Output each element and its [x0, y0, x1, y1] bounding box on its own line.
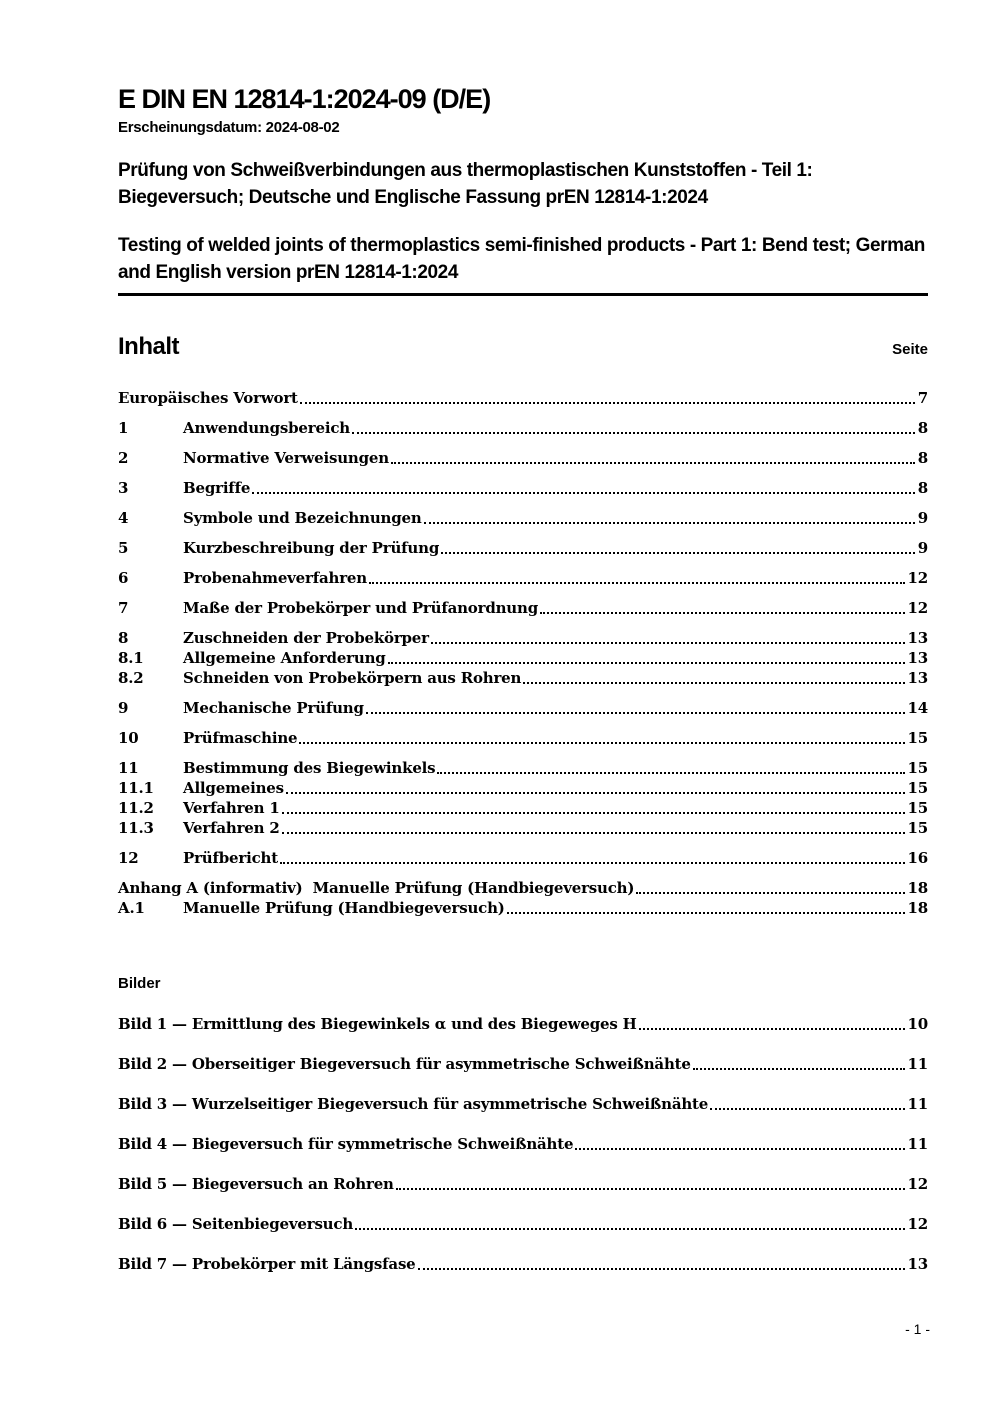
dot-leader [280, 818, 906, 838]
document-title-english: Testing of welded joints of thermoplastics semi-finished products - Part 1: Bend test; German and English version prEN 12814-1:2024 [118, 232, 928, 296]
dot-leader [297, 728, 905, 748]
toc-entry-title: Manuelle Prüfung (Handbiegeversuch) [183, 899, 505, 917]
document-number: E DIN EN 12814-1:2024-09 (D/E) [118, 84, 491, 114]
document-page [118, 0, 928, 1274]
figure-entry-title: Bild 4 — Biegeversuch für symmetrische Schweißnähte [118, 1135, 574, 1153]
dot-leader [422, 508, 916, 528]
toc-entry-title: Verfahren 1 [183, 799, 280, 817]
toc-entry [118, 728, 928, 748]
toc-entry-title: Allgemeines [183, 779, 284, 797]
dot-leader [278, 848, 906, 868]
toc-entry-page: 15 [907, 779, 928, 797]
toc-entry-title: Anhang A (informativ) Manuelle Prüfung (Handbiegeversuch) [118, 879, 635, 897]
dot-leader [521, 668, 905, 688]
toc-entry-number: 6 [118, 569, 129, 587]
figure-entry-title: Bild 6 — Seitenbiegeversuch [118, 1215, 354, 1233]
dot-leader [435, 758, 905, 778]
toc-entry [118, 538, 928, 558]
toc-entry-page: 14 [907, 699, 928, 717]
toc-entry [118, 388, 928, 408]
figure-entry-page: 10 [907, 1015, 928, 1033]
dot-leader [691, 1054, 906, 1074]
figure-entry-page: 11 [907, 1055, 928, 1073]
toc-entry-title: Mechanische Prüfung [183, 699, 364, 717]
toc-entry-title: Allgemeine Anforderung [183, 649, 386, 667]
toc-entry [118, 478, 928, 498]
toc-entry-number: 7 [118, 599, 129, 617]
document-title-german: Prüfung von Schweißverbindungen aus thermoplastischen Kunststoffen - Teil 1: Biegeversuch; Deutsche und Englische Fassung prEN 12814-1:2024 [118, 160, 813, 208]
figure-entry-title: Bild 3 — Wurzelseitiger Biegeversuch für asymmetrische Schweißnähte [118, 1095, 709, 1113]
toc-entry-page: 8 [917, 449, 928, 467]
toc-heading: Inhalt [118, 333, 179, 360]
toc-entry-title: Probenahmeverfahren [183, 569, 367, 587]
toc-entry-title: Kurzbeschreibung der Prüfung [183, 539, 440, 557]
dot-leader [538, 598, 906, 618]
dot-leader [364, 698, 906, 718]
toc-entry-page: 8 [917, 479, 928, 497]
toc-entry [118, 598, 928, 618]
toc-entry-title: Anwendungsbereich [183, 419, 350, 437]
toc-entry-number: 2 [118, 449, 129, 467]
dot-leader [439, 538, 916, 558]
toc-entry-number: 9 [118, 699, 129, 717]
toc-entry-page: 15 [907, 759, 928, 777]
toc-entry-number: 1 [118, 419, 129, 437]
toc-entry-title: Schneiden von Probekörpern aus Rohren [183, 669, 522, 687]
dot-leader [298, 388, 916, 408]
toc-entry-title: Begriffe [183, 479, 251, 497]
toc-entry-number: 11 [118, 759, 139, 777]
figure-entry-title: Bild 2 — Oberseitiger Biegeversuch für asymmetrische Schweißnähte [118, 1055, 691, 1073]
toc-entry [118, 698, 928, 718]
toc-entry-number: 10 [118, 729, 139, 747]
toc-entry [118, 798, 928, 818]
figures-list [118, 1014, 928, 1274]
dot-leader [250, 478, 916, 498]
toc-entry-title: Verfahren 2 [183, 819, 280, 837]
toc-entry-number: 11.3 [118, 819, 154, 837]
toc-entry-page: 7 [917, 389, 928, 407]
toc-entry [118, 878, 928, 898]
toc-list [118, 388, 928, 918]
toc-entry-number: 8.1 [118, 649, 144, 667]
dot-leader [350, 418, 916, 438]
toc-entry-page: 12 [907, 599, 928, 617]
figure-entry-page: 11 [907, 1135, 928, 1153]
toc-entry-page: 15 [907, 729, 928, 747]
toc-entry [118, 418, 928, 438]
toc-entry-title: Bestimmung des Biegewinkels [183, 759, 436, 777]
dot-leader [708, 1094, 905, 1114]
dot-leader [394, 1174, 906, 1194]
dot-leader [429, 628, 906, 648]
figure-entry-title: Bild 5 — Biegeversuch an Rohren [118, 1175, 394, 1193]
toc-entry-page: 18 [907, 899, 928, 917]
figure-entry-title: Bild 1 — Ermittlung des Biegewinkels α und des Biegeweges H [118, 1015, 637, 1033]
toc-entry-number: 3 [118, 479, 129, 497]
toc-entry-page: 8 [917, 419, 928, 437]
toc-entry-number: 8 [118, 629, 129, 647]
figure-entry [118, 1054, 928, 1074]
figure-entry-page: 12 [907, 1175, 928, 1193]
toc-entry-number: 8.2 [118, 669, 144, 687]
toc-entry-page: 12 [907, 569, 928, 587]
toc-entry-number: 5 [118, 539, 129, 557]
toc-entry-page: 16 [907, 849, 928, 867]
figure-entry-title: Bild 7 — Probekörper mit Längsfase [118, 1255, 416, 1273]
toc-entry-title: Europäisches Vorwort [118, 389, 298, 407]
toc-entry [118, 778, 928, 798]
dot-leader [353, 1214, 905, 1234]
toc-entry-page: 15 [907, 799, 928, 817]
figure-entry [118, 1214, 928, 1234]
figure-entry [118, 1014, 928, 1034]
toc-entry-number: 12 [118, 849, 139, 867]
dot-leader [634, 878, 905, 898]
toc-entry [118, 758, 928, 778]
toc-entry-page: 9 [917, 509, 928, 527]
dot-leader [284, 778, 906, 798]
toc-entry-number: 11.1 [118, 779, 154, 797]
toc-entry [118, 848, 928, 868]
dot-leader [367, 568, 906, 588]
page-number-footer: - 1 - [905, 1321, 930, 1337]
figure-entry-page: 11 [907, 1095, 928, 1113]
toc-entry-number: 11.2 [118, 799, 154, 817]
figures-heading: Bilder [118, 975, 161, 992]
toc-entry-page: 13 [907, 669, 928, 687]
toc-entry-page: 9 [917, 539, 928, 557]
toc-entry-page: 13 [907, 629, 928, 647]
toc-entry-title: Zuschneiden der Probekörper [183, 629, 429, 647]
figure-entry [118, 1094, 928, 1114]
toc-entry-page: 15 [907, 819, 928, 837]
toc-entry [118, 898, 928, 918]
toc-entry-title: Normative Verweisungen [183, 449, 389, 467]
toc-entry [118, 818, 928, 838]
figure-entry-page: 12 [907, 1215, 928, 1233]
figure-entry [118, 1174, 928, 1194]
dot-leader [637, 1014, 906, 1034]
toc-entry-title: Prüfmaschine [183, 729, 298, 747]
toc-entry-title: Prüfbericht [183, 849, 278, 867]
dot-leader [573, 1134, 905, 1154]
publish-date: Erscheinungsdatum: 2024-08-02 [118, 119, 340, 136]
toc-entry [118, 648, 928, 668]
toc-entry [118, 448, 928, 468]
dot-leader [389, 448, 916, 468]
figure-entry [118, 1254, 928, 1274]
toc-entry [118, 508, 928, 528]
toc-entry-page: 18 [907, 879, 928, 897]
dot-leader [505, 898, 906, 918]
toc-entry-number: A.1 [118, 899, 145, 917]
page-column-label: Seite [892, 341, 928, 358]
toc-entry [118, 568, 928, 588]
dot-leader [386, 648, 906, 668]
toc-entry [118, 668, 928, 688]
figure-entry-page: 13 [907, 1255, 928, 1273]
dot-leader [416, 1254, 906, 1274]
figure-entry [118, 1134, 928, 1154]
toc-entry [118, 628, 928, 648]
toc-entry-title: Maße der Probekörper und Prüfanordnung [183, 599, 539, 617]
toc-header [118, 333, 928, 361]
toc-entry-title: Symbole und Bezeichnungen [183, 509, 422, 527]
toc-entry-number: 4 [118, 509, 129, 527]
toc-entry-page: 13 [907, 649, 928, 667]
dot-leader [280, 798, 906, 818]
